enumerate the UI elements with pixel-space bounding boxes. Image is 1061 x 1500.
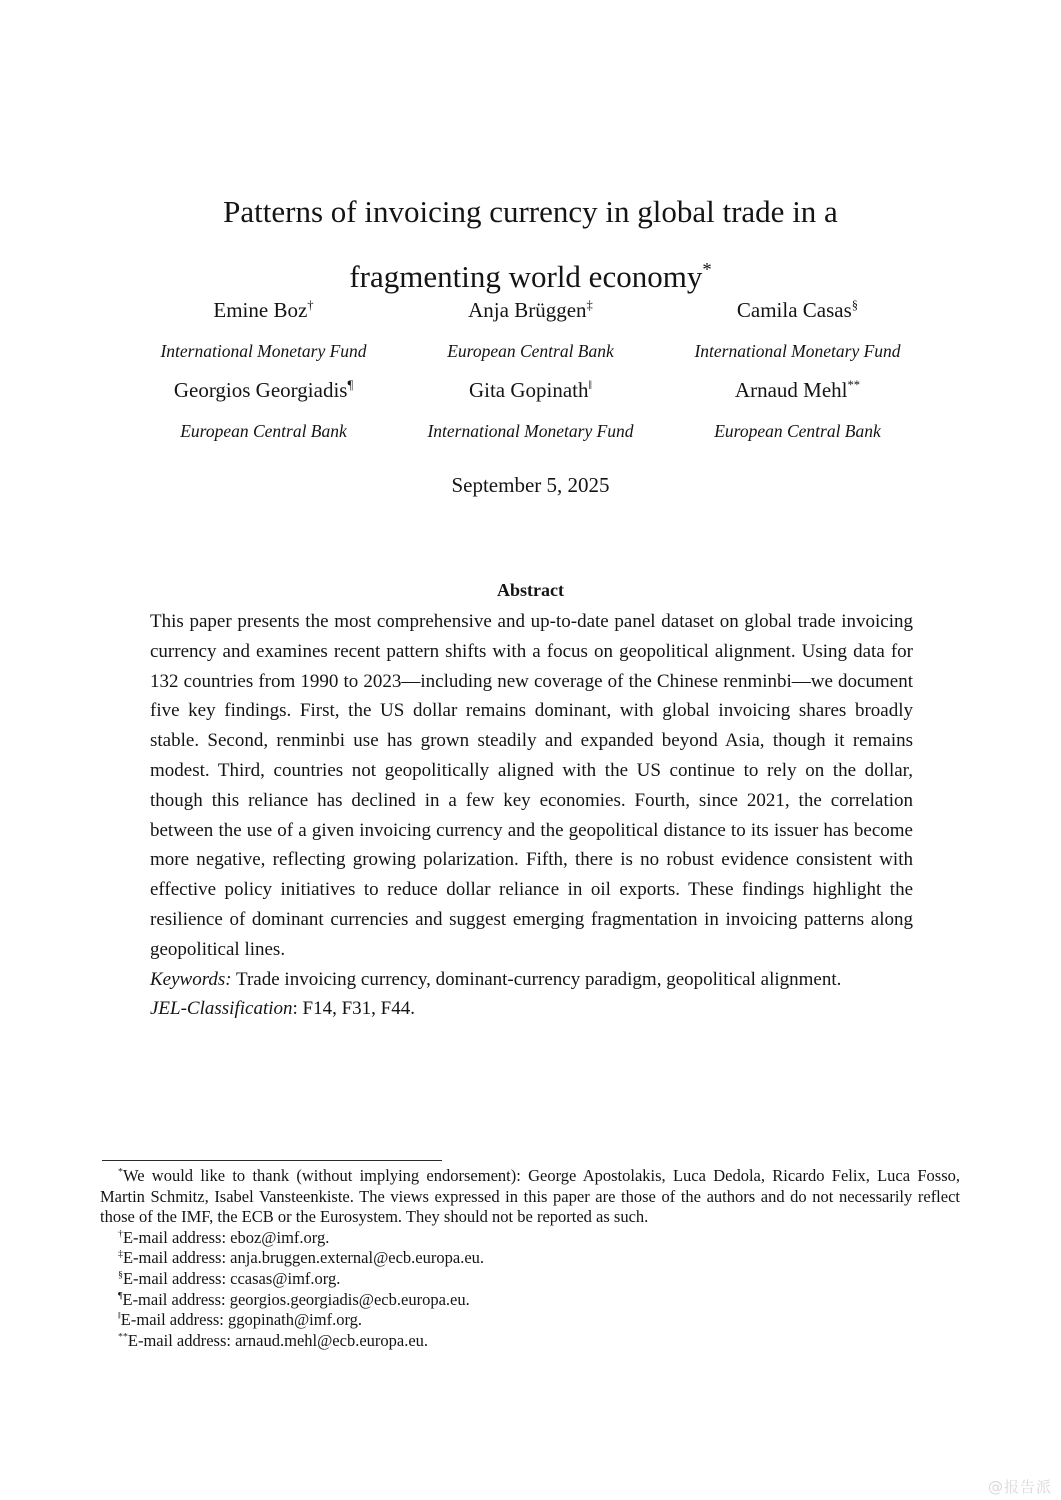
- keywords-line: [150, 965, 913, 995]
- footnote-email: [100, 1228, 960, 1249]
- footnote-marker: §: [118, 1269, 123, 1281]
- jel-line: [150, 994, 913, 1024]
- footnote-rule: [102, 1160, 442, 1161]
- footnote-marker: **: [118, 1331, 128, 1343]
- footnote-marker: †: [118, 1228, 123, 1240]
- author-footnote-marker: ‡: [586, 298, 593, 312]
- keywords-label: Keywords:: [150, 968, 232, 990]
- author-name: Anja Brüggen‡: [468, 298, 593, 322]
- footnote-thanks: *We would like to thank (without implying endorsement): George Apostolakis, Luca Dedola, Ricardo Felix, Luca Fosso, Martin Schmitz, Isabel Vansteenkiste. The views expressed in this paper are those of the authors and do not necessarily reflect those of the IMF, the ECB or the Eurosystem. They should not be reported as such.: [100, 1166, 960, 1227]
- author-georgios-georgiadis: [130, 377, 397, 442]
- footnote-section: [100, 1160, 960, 1351]
- abstract-text: This paper presents the most comprehensive and up-to-date panel dataset on global trade invoicing currency and examines recent pattern shifts with a focus on geopolitical alignment. Using data for 132 countries from 1990 to 2023—including new coverage of the Chinese renminbi—we document five key findings. First, the US dollar remains dominant, with global invoicing shares broadly stable. Second, renminbi use has grown steadily and expanded beyond Asia, though it remains modest. Third, countries not geopolitically aligned with the US continue to rely on the dollar, though this reliance has declined in a few key economies. Fourth, since 2021, the correlation between the use of a given invoicing currency and the geopolitical distance to its issuer has become more negative, reflecting growing polarization. Fifth, there is no robust evidence consistent with effective policy initiatives to reduce dollar reliance in oil exports. These findings highlight the resilience of dominant currencies and suggest emerging fragmentation in invoicing patterns along geopolitical lines.: [150, 611, 913, 960]
- footnote-marker: ‖: [118, 1310, 121, 1322]
- abstract-section: [150, 607, 913, 1024]
- jel-label: JEL-Classification: [150, 998, 293, 1020]
- email-address: eboz@imf.org.: [230, 1227, 330, 1247]
- watermark: @报告派: [987, 1478, 1052, 1496]
- paper-date: September 5, 2025: [451, 473, 610, 497]
- footnote-email: [100, 1310, 960, 1331]
- author-name: Gita Gopinath‖: [468, 378, 593, 402]
- email-label: E-mail address:: [120, 1310, 228, 1330]
- footnote-marker: *: [118, 1166, 123, 1178]
- author-gita-gopinath: [397, 377, 664, 442]
- author-affiliation: European Central Bank: [180, 421, 347, 441]
- jel-text: : F14, F31, F44.: [292, 998, 415, 1020]
- author-affiliation: International Monetary Fund: [427, 421, 634, 441]
- author-footnote-marker: ¶: [347, 378, 354, 392]
- email-label: E-mail address:: [122, 1268, 231, 1288]
- paper-title: [0, 179, 1061, 309]
- email-label: E-mail address:: [127, 1330, 236, 1350]
- author-name: Georgios Georgiadis¶: [173, 378, 354, 402]
- author-footnote-marker: ‖: [588, 378, 593, 392]
- author-name: Arnaud Mehl**: [734, 378, 861, 402]
- paper-title-line1: Patterns of invoicing currency in global trade in a: [223, 193, 838, 229]
- footnote-marker: ¶: [118, 1290, 123, 1302]
- email-label: E-mail address:: [122, 1248, 231, 1268]
- author-affiliation: International Monetary Fund: [694, 341, 901, 361]
- email-address: anja.bruggen.external@ecb.europa.eu.: [230, 1248, 485, 1268]
- footnote-email: [100, 1290, 960, 1311]
- email-address: arnaud.mehl@ecb.europa.eu.: [235, 1330, 429, 1350]
- author-name: Emine Boz†: [213, 298, 314, 322]
- author-name: Camila Casas§: [736, 298, 859, 322]
- email-label: E-mail address:: [122, 1227, 231, 1247]
- author-footnote-marker: **: [847, 378, 861, 392]
- author-affiliation: International Monetary Fund: [160, 341, 367, 361]
- email-address: ccasas@imf.org.: [230, 1268, 341, 1288]
- author-affiliation: European Central Bank: [447, 341, 614, 361]
- email-address: ggopinath@imf.org.: [228, 1310, 363, 1330]
- author-anja-bruggen: [397, 297, 664, 362]
- footnote-marker: ‡: [118, 1248, 123, 1260]
- footnote-email: [100, 1331, 960, 1352]
- author-affiliation: European Central Bank: [714, 421, 881, 441]
- paper-title-line2: fragmenting world economy: [349, 258, 703, 294]
- abstract-heading: Abstract: [497, 580, 564, 600]
- email-address: georgios.georgiadis@ecb.europa.eu.: [229, 1289, 470, 1309]
- footnote-email: [100, 1269, 960, 1290]
- email-label: E-mail address:: [122, 1289, 230, 1309]
- title-footnote-marker: *: [702, 259, 712, 281]
- author-block: [130, 297, 931, 457]
- author-footnote-marker: †: [307, 298, 314, 312]
- author-footnote-marker: §: [851, 298, 859, 312]
- author-arnaud-mehl: [664, 377, 931, 442]
- footnote-email: [100, 1248, 960, 1269]
- author-camila-casas: [664, 297, 931, 362]
- author-emine-boz: [130, 297, 397, 362]
- keywords-text: Trade invoicing currency, dominant-currency paradigm, geopolitical alignment.: [231, 968, 842, 990]
